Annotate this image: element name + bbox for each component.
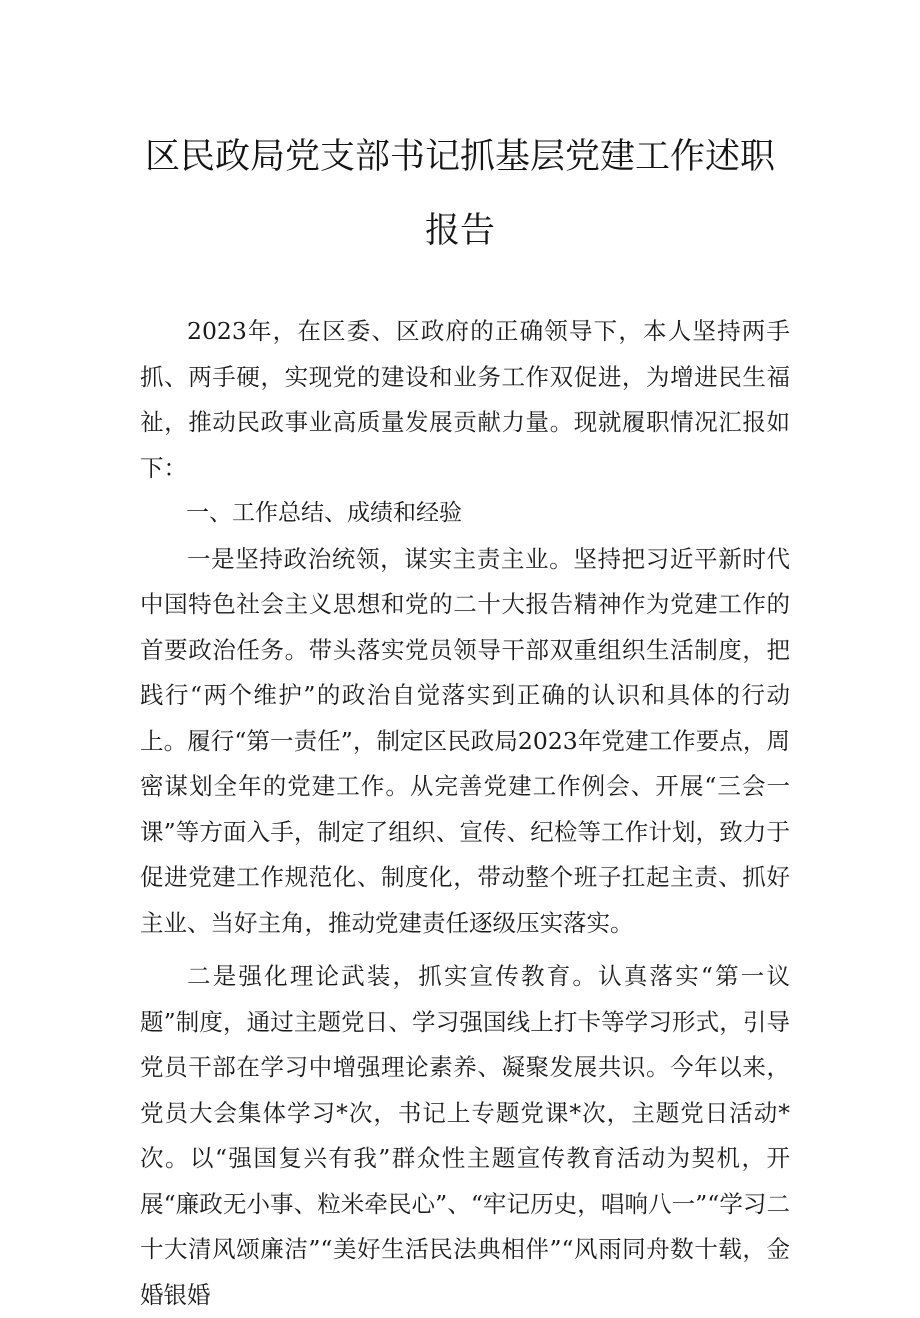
body-paragraph-1: 一是坚持政治统领，谋实主责主业。坚持把习近平新时代中国特色社会主义思想和党的二十大报告精神作为党建工作的首要政治任务。带头落实党员领导干部双重组织生活制度，把践行“两个维护”的政治自觉落实到正确的认识和具体的行动上。履行“第一责任”，制定区民政局2023年党建工作要点，周密谋划全年的党建工作。从完善党建工作例会、开展“三会一课”等方面入手，制定了组织、宣传、纪检等工作计划，致力于促进党建工作规范化、制度化，带动整个班子扛起主责、抓好主业、当好主角，推动党建责任逐级压实落实。 [140,544,790,937]
document-body [140,309,790,1318]
document-title-line-2: 报告 [424,211,495,251]
body-paragraph-2: 二是强化理论武装，抓实宣传教育。认真落实“第一议题”制度，通过主题党日、学习强国线上打卡等学习形式，引导党员干部在学习中增强理论素养、凝聚发展共识。今年以来，党员大会集体学习*次，书记上专题党课*次，主题党日活动*次。以“强国复兴有我”群众性主题宣传教育活动为契机，开展“廉政无小事、粒米牵民心”、“牢记历史，唱响八一”“学习二十大清风颂廉洁”“美好生活民法典相伴”“风雨同舟数十载，金婚银婚 [140,962,790,1309]
section-heading-1: 一、工作总结、成绩和经验 [186,500,462,526]
intro-paragraph: 2023年，在区委、区政府的正确领导下，本人坚持两手抓、两手硬，实现党的建设和业务工作双促进，为增进民生福祉，推动民政事业高质量发展贡献力量。现就履职情况汇报如下： [140,317,790,482]
document-title-line-1: 区民政局党支部书记抓基层党建工作述职 [144,137,775,177]
